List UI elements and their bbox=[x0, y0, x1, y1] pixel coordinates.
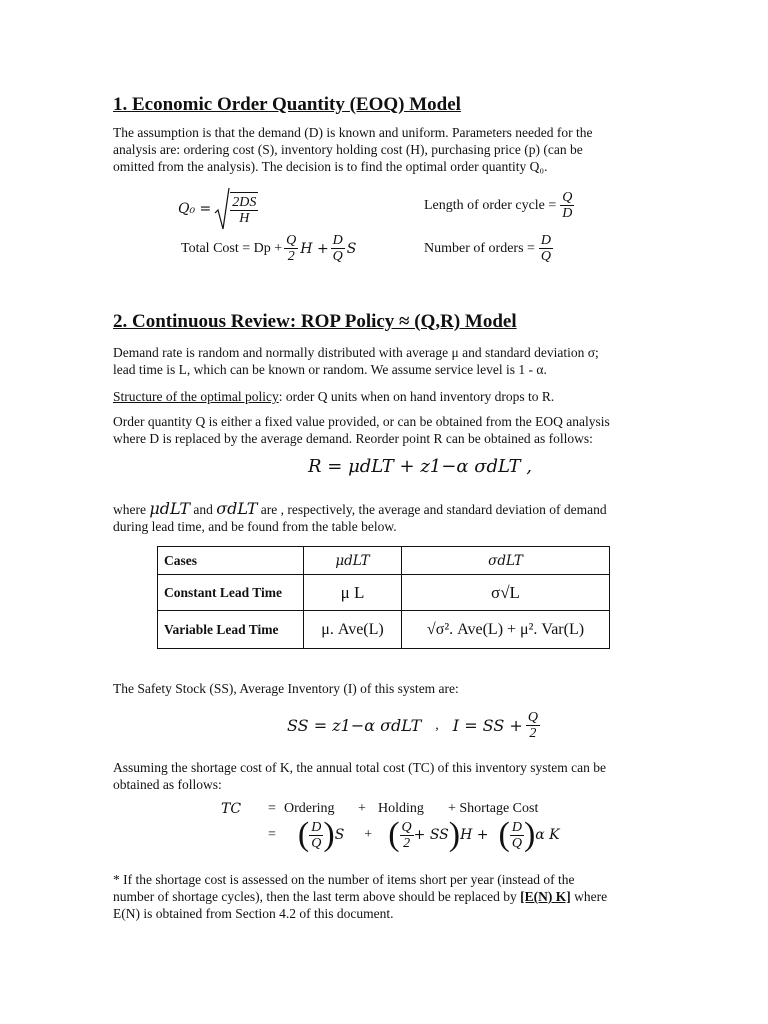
eoq-formula bbox=[178, 187, 258, 231]
cycle-denominator: D bbox=[562, 206, 573, 221]
eoq-fraction bbox=[230, 192, 258, 226]
tc-fraction-1-den: 2 bbox=[287, 249, 295, 264]
tc2-f3-den: Q bbox=[511, 835, 522, 851]
tc-shortage: + Shortage Cost bbox=[448, 801, 539, 816]
orders-fraction bbox=[539, 233, 553, 264]
lead-time-table bbox=[157, 546, 610, 649]
tc2-s: S bbox=[334, 827, 345, 843]
footnote-bold-term: [E(N) K] bbox=[520, 889, 571, 904]
inv-formula: I = SS + bbox=[452, 716, 523, 735]
tc-lhs: TC bbox=[221, 801, 242, 817]
table-header-cell: Cases bbox=[158, 547, 304, 575]
where-pre: where bbox=[113, 502, 146, 517]
para-line: Order quantity Q is either a fixed value provided, or can be obtained from the EOQ analysis bbox=[113, 414, 610, 429]
cycle-numerator: Q bbox=[562, 190, 573, 205]
tc-fraction-2-den: Q bbox=[332, 249, 343, 264]
table-row bbox=[158, 611, 610, 649]
tc2-f2-num: Q bbox=[401, 819, 412, 835]
para-line: Demand rate is random and normally distributed with average μ and standard deviation σ; bbox=[113, 345, 599, 360]
section1-heading: 1. Economic Order Quantity (EOQ) Model bbox=[113, 94, 461, 115]
policy-structure bbox=[113, 388, 554, 405]
policy-structure-label: Structure of the optimal policy bbox=[113, 389, 279, 404]
sqrt-sign-icon bbox=[214, 187, 230, 231]
tc2-ss: + SS bbox=[413, 827, 449, 843]
policy-structure-text: : order Q units when on hand inventory drops to R. bbox=[278, 389, 555, 404]
section2-paragraph-2 bbox=[113, 413, 673, 447]
table-cell: Variable Lead Time bbox=[158, 611, 304, 649]
table-header-row bbox=[158, 547, 610, 575]
tc-end: S bbox=[346, 240, 357, 257]
tc2-alpha-k: α K bbox=[535, 827, 560, 843]
tc2-fraction-1 bbox=[309, 820, 323, 851]
cycle-formula bbox=[424, 190, 574, 221]
orders-denominator: Q bbox=[540, 249, 552, 264]
table-row bbox=[158, 575, 610, 611]
table-cell: Constant Lead Time bbox=[158, 575, 304, 611]
cycle-label: Length of order cycle = bbox=[424, 197, 557, 213]
table-cell: √σ². Ave(L) + μ². Var(L) bbox=[402, 611, 610, 649]
orders-label: Number of orders = bbox=[424, 240, 535, 256]
tc-ordering: Ordering bbox=[284, 801, 335, 816]
eoq-denominator: H bbox=[239, 211, 250, 226]
section1-paragraph bbox=[113, 124, 673, 175]
rop-formula: R = μdLT + z1−α σdLT , bbox=[308, 456, 532, 477]
tc-plus: + bbox=[358, 801, 366, 816]
tc-label: Total Cost = Dp + bbox=[181, 240, 283, 256]
footnote-line bbox=[113, 888, 673, 905]
safety-stock-formula: SS = z1−α σdLT , I = SS + $\frac{Q}{2}$ bbox=[287, 710, 538, 741]
tc-fraction-1 bbox=[284, 233, 298, 264]
tc2-fraction-2 bbox=[400, 820, 414, 851]
tc-holding: Holding bbox=[378, 801, 424, 816]
tc-row-2: = ( $\frac{D}{Q}$ ) S + ( $\frac{Q}{2}$ + SS ) H + ( $\frac{D}{Q}$ ) α K bbox=[268, 816, 560, 853]
table-cell: μ L bbox=[304, 575, 402, 611]
table-header-cell: μdLT bbox=[304, 547, 402, 575]
footnote-pre: number of shortage cycles), then the last term above should be replaced by bbox=[113, 889, 517, 904]
section2-paragraph-1 bbox=[113, 344, 673, 378]
tc2-f1-den: Q bbox=[311, 835, 322, 851]
table-header-cell: σdLT bbox=[402, 547, 610, 575]
footnote bbox=[113, 871, 673, 922]
footnote-line: E(N) is obtained from Section 4.2 of this document. bbox=[113, 906, 394, 921]
eoq-numerator: 2DS bbox=[232, 195, 257, 210]
orders-numerator: D bbox=[540, 233, 552, 248]
where-line-2: during lead time, and be found from the table below. bbox=[113, 519, 397, 534]
tc-mid: H + bbox=[300, 240, 329, 257]
inv-numerator: Q bbox=[527, 710, 538, 725]
para-line: omitted from the analysis). The decision is to find the optimal order quantity Q₀. bbox=[113, 159, 548, 174]
para-line: The assumption is that the demand (D) is known and uniform. Parameters needed for the bbox=[113, 125, 593, 140]
tc-fraction-2-num: D bbox=[332, 233, 343, 248]
para-line: where D is replaced by the average demand. Reorder point R can be obtained as follows: bbox=[113, 431, 593, 446]
tc2-eq: = bbox=[268, 827, 276, 842]
footnote-post: where bbox=[574, 889, 608, 904]
para-line: obtained as follows: bbox=[113, 777, 222, 792]
tc-fraction-1-num: Q bbox=[286, 233, 297, 248]
tc2-fraction-3 bbox=[510, 820, 524, 851]
inv-fraction bbox=[526, 710, 540, 741]
orders-formula bbox=[424, 233, 553, 264]
total-cost-formula bbox=[181, 233, 356, 264]
tc2-plus: + bbox=[364, 827, 373, 842]
sigma-dlt-symbol: σdLT bbox=[216, 499, 258, 518]
where-post: are , respectively, the average and standard deviation of demand bbox=[260, 502, 607, 517]
para-line: analysis are: ordering cost (S), inventory holding cost (H), purchasing price (p) (can be bbox=[113, 142, 583, 157]
safety-stock-intro: The Safety Stock (SS), Average Inventory (I) of this system are: bbox=[113, 681, 459, 696]
where-clause bbox=[113, 500, 673, 535]
tc-fraction-2 bbox=[331, 233, 345, 264]
eoq-label: Q₀ = bbox=[178, 201, 212, 217]
table-cell: σ√L bbox=[402, 575, 610, 611]
table-cell: μ. Ave(L) bbox=[304, 611, 402, 649]
tc2-f1-num: D bbox=[311, 819, 322, 835]
tc2-f3-num: D bbox=[511, 819, 522, 835]
mu-dlt-symbol: μdLT bbox=[149, 499, 190, 518]
tc2-f2-den: 2 bbox=[403, 835, 411, 851]
section2-heading: 2. Continuous Review: ROP Policy ≈ (Q,R) Model bbox=[113, 311, 517, 332]
tc-eq: = bbox=[268, 801, 276, 816]
where-and: and bbox=[193, 502, 213, 517]
footnote-line: * If the shortage cost is assessed on the number of items short per year (instead of the bbox=[113, 872, 575, 887]
para-line: Assuming the shortage cost of K, the annual total cost (TC) of this inventory system can be bbox=[113, 760, 607, 775]
inv-denominator: 2 bbox=[529, 726, 537, 741]
cycle-fraction bbox=[560, 190, 574, 221]
tc2-h: H + bbox=[460, 827, 489, 843]
ss-formula: SS = z1−α σdLT bbox=[287, 716, 422, 735]
shortage-paragraph bbox=[113, 759, 673, 793]
para-line: lead time is L, which can be known or random. We assume service level is 1 - α. bbox=[113, 362, 547, 377]
